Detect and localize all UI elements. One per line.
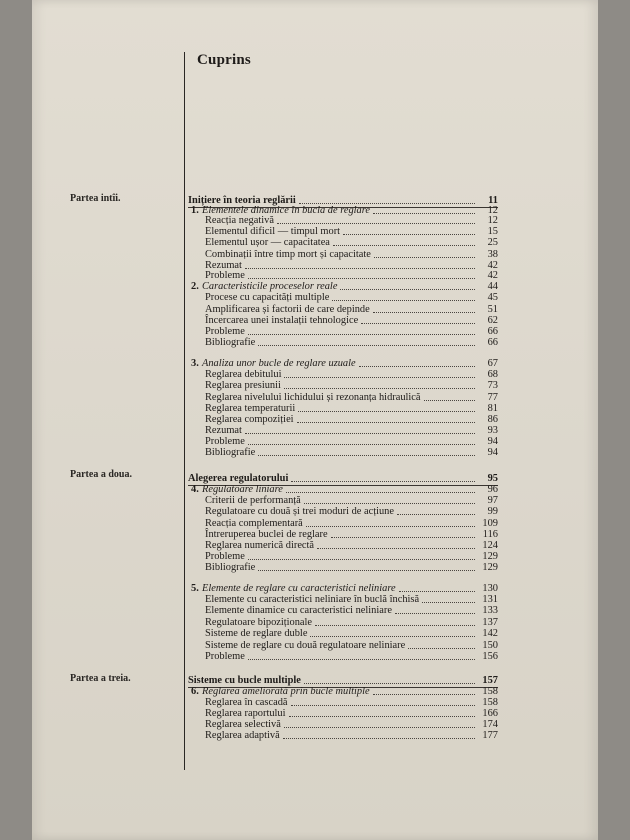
- toc-entry-label: Reglarea ameliorată prin bucle multiple: [202, 686, 370, 697]
- toc-entry: [205, 337, 498, 348]
- toc-entry-label: Elemente de reglare cu caracteristici neliniare: [202, 583, 396, 594]
- toc-entry-page: 166: [482, 708, 498, 719]
- toc-entry-label: Elementul ușor — capacitatea: [205, 237, 330, 248]
- dot-leader: [291, 480, 475, 482]
- dot-leader: [374, 256, 475, 258]
- toc-entry-label: Sisteme de reglare cu două regulatoare neliniare: [205, 640, 406, 651]
- toc-entry-label: Reglarea presiunii: [205, 380, 281, 391]
- toc-entry-page: 130: [482, 583, 498, 594]
- toc-entry: [191, 281, 498, 292]
- toc-entry: [205, 518, 498, 529]
- toc-entry: [205, 226, 498, 237]
- dot-leader: [333, 244, 475, 246]
- page-title: Cuprins: [197, 52, 251, 68]
- toc-entry-label: Criterii de performanță: [205, 495, 301, 506]
- chapter-number: 2.: [191, 281, 199, 292]
- toc-entry-label: Încercarea unei instalații tehnologice: [205, 315, 359, 326]
- dot-leader: [340, 288, 475, 290]
- toc-entry-page: 124: [482, 540, 498, 551]
- toc-entry-page: 109: [482, 518, 498, 529]
- chapter-number: 1.: [191, 205, 199, 216]
- chapter-number: 5.: [191, 583, 199, 594]
- toc-entry: [191, 484, 498, 495]
- toc-entry-label: Reglarea numerică directă: [205, 540, 315, 551]
- toc-entry-page: 42: [487, 270, 498, 281]
- toc-entry-label: Regulatoare liniare: [202, 484, 283, 495]
- toc-entry: [205, 697, 498, 708]
- toc-entry: [205, 326, 498, 337]
- chapter-number: 4.: [191, 484, 199, 495]
- toc-entry-page: 99: [487, 506, 498, 517]
- dot-leader: [284, 376, 475, 378]
- toc-entry-label: Sisteme cu bucle multiple: [188, 675, 301, 686]
- dot-leader: [424, 399, 475, 401]
- toc-entry: [205, 304, 498, 315]
- toc-entry-page: 97: [487, 495, 498, 506]
- dot-leader: [248, 333, 475, 335]
- toc-entry: [205, 651, 498, 662]
- part-label: Partea a doua.: [70, 469, 132, 480]
- toc-entry-page: 94: [487, 447, 498, 458]
- dot-leader: [248, 443, 475, 445]
- dot-leader: [373, 693, 475, 695]
- toc-entry-label: Inițiere în teoria reglării: [188, 195, 296, 206]
- dot-leader: [395, 612, 475, 614]
- toc-entry: [205, 369, 498, 380]
- toc-entry: [205, 249, 498, 260]
- toc-entry-page: 66: [487, 337, 498, 348]
- toc-entry-label: Procese cu capacități multiple: [205, 292, 330, 303]
- toc-entry-label: Reglarea temperaturii: [205, 403, 296, 414]
- toc-entry-label: Reglarea nivelului lichidului și rezonanța hidraulică: [205, 392, 421, 403]
- toc-entry: [205, 495, 498, 506]
- dot-leader: [258, 344, 475, 346]
- dot-leader: [248, 277, 475, 279]
- toc-entry: [205, 436, 498, 447]
- toc-entry-page: 150: [482, 640, 498, 651]
- dot-leader: [284, 387, 475, 389]
- toc-entry-page: 116: [482, 529, 498, 540]
- toc-entry-page: 131: [482, 594, 498, 605]
- dot-leader: [245, 432, 475, 434]
- toc-entry-label: Sisteme de reglare duble: [205, 628, 308, 639]
- toc-entry-label: Reglarea debitului: [205, 369, 282, 380]
- dot-leader: [248, 558, 475, 560]
- vertical-rule: [184, 52, 185, 770]
- toc-entry: [205, 392, 498, 403]
- chapter-number: 3.: [191, 358, 199, 369]
- dot-leader: [399, 590, 475, 592]
- toc-entry: [205, 617, 498, 628]
- toc-entry-label: Reglarea raportului: [205, 708, 286, 719]
- toc-entry-page: 94: [487, 436, 498, 447]
- toc-entry-page: 81: [487, 403, 498, 414]
- toc-entry-label: Bibliografie: [205, 337, 256, 348]
- dot-leader: [286, 491, 475, 493]
- toc-entry-page: 96: [487, 484, 498, 495]
- toc-entry-label: Reglarea compoziției: [205, 414, 294, 425]
- toc-entry: [205, 529, 498, 540]
- dot-leader: [331, 536, 475, 538]
- toc-entry: [205, 237, 498, 248]
- toc-entry-page: 129: [482, 551, 498, 562]
- toc-entry: [205, 215, 498, 226]
- dot-leader: [291, 704, 476, 706]
- toc-entry: [205, 540, 498, 551]
- toc-entry-label: Elementele dinamice în bucla de reglare: [202, 205, 371, 216]
- toc-entry-page: 95: [487, 473, 498, 484]
- toc-entry-label: Regulatoare cu două și trei moduri de acțiune: [205, 506, 394, 517]
- toc-entry-page: 156: [482, 651, 498, 662]
- toc-entry: [205, 628, 498, 639]
- toc-entry-page: 177: [482, 730, 498, 741]
- dot-leader: [284, 726, 475, 728]
- toc-entry-page: 15: [487, 226, 498, 237]
- toc-entry-page: 158: [482, 697, 498, 708]
- dot-leader: [248, 658, 475, 660]
- dot-leader: [408, 647, 475, 649]
- toc-entry-page: 25: [487, 237, 498, 248]
- toc-entry-label: Alegerea regulatorului: [188, 473, 289, 484]
- toc-entry-label: Reacția complementară: [205, 518, 303, 529]
- dot-leader: [361, 322, 475, 324]
- dot-leader: [373, 311, 475, 313]
- toc-entry-page: 133: [482, 605, 498, 616]
- toc-entry: [205, 270, 498, 281]
- toc-entry-label: Regulatoare bipoziționale: [205, 617, 313, 628]
- toc-entry-page: 66: [487, 326, 498, 337]
- dot-leader: [258, 569, 475, 571]
- toc-entry-page: 129: [482, 562, 498, 573]
- toc-entry-page: 44: [487, 281, 498, 292]
- dot-leader: [298, 410, 475, 412]
- toc-entry-label: Elemente cu caracteristici neliniare în buclă închisă: [205, 594, 420, 605]
- toc-entry-page: 137: [482, 617, 498, 628]
- toc-entry: [191, 358, 498, 369]
- dot-leader: [422, 601, 475, 603]
- toc-entry-label: Probleme: [205, 326, 245, 337]
- toc-entry-label: Reacția negativă: [205, 215, 274, 226]
- toc-entry-page: 12: [487, 205, 498, 216]
- toc-entry: [205, 640, 498, 651]
- toc-entry-page: 157: [482, 675, 498, 686]
- toc-entry-page: 174: [482, 719, 498, 730]
- toc-entry: [205, 551, 498, 562]
- toc-entry-page: 45: [487, 292, 498, 303]
- toc-entry: [205, 730, 498, 741]
- toc-entry-page: 38: [487, 249, 498, 260]
- toc-entry: [191, 686, 498, 697]
- toc-entry-page: 158: [482, 686, 498, 697]
- dot-leader: [277, 222, 475, 224]
- toc-entry: [205, 719, 498, 730]
- dot-leader: [299, 202, 475, 204]
- toc-entry-label: Probleme: [205, 270, 245, 281]
- toc-entry: [205, 447, 498, 458]
- part-label: Partea a treia.: [70, 673, 131, 684]
- toc-entry-page: 51: [487, 304, 498, 315]
- dot-leader: [359, 365, 475, 367]
- toc-entry: [205, 380, 498, 391]
- toc-entry-page: 12: [487, 215, 498, 226]
- toc-entry-page: 77: [487, 392, 498, 403]
- toc-entry: [205, 594, 498, 605]
- toc-entry-page: 142: [482, 628, 498, 639]
- toc-entry: [205, 506, 498, 517]
- toc-entry-label: Analiza unor bucle de reglare uzuale: [202, 358, 356, 369]
- toc-entry: [205, 708, 498, 719]
- toc-entry-label: Elementul dificil — timpul mort: [205, 226, 341, 237]
- dot-leader: [373, 212, 475, 214]
- toc-entry-label: Bibliografie: [205, 562, 256, 573]
- toc-entry-label: Probleme: [205, 436, 245, 447]
- toc-entry-label: Reglarea selectivă: [205, 719, 281, 730]
- toc-entry-label: Reglarea adaptivă: [205, 730, 280, 741]
- chapter-number: 6.: [191, 686, 199, 697]
- toc-entry-label: Rezumat: [205, 425, 242, 436]
- dot-leader: [397, 513, 475, 515]
- toc-entry: [205, 605, 498, 616]
- toc-entry-label: Amplificarea și factorii de care depinde: [205, 304, 370, 315]
- dot-leader: [310, 635, 475, 637]
- toc-entry-label: Combinații între timp mort și capacitate: [205, 249, 371, 260]
- part-label: Partea intîi.: [70, 193, 121, 204]
- toc-entry-page: 73: [487, 380, 498, 391]
- toc-entry-page: 86: [487, 414, 498, 425]
- toc-entry-label: Bibliografie: [205, 447, 256, 458]
- toc-entry-label: Reglarea în cascadă: [205, 697, 288, 708]
- toc-entry-page: 11: [488, 195, 498, 206]
- dot-leader: [297, 421, 475, 423]
- toc-entry-label: Probleme: [205, 651, 245, 662]
- dot-leader: [306, 525, 475, 527]
- dot-leader: [245, 267, 475, 269]
- toc-entry-page: 93: [487, 425, 498, 436]
- toc-entry: [188, 473, 498, 484]
- toc-entry: [191, 583, 498, 594]
- dot-leader: [304, 682, 475, 684]
- dot-leader: [332, 299, 475, 301]
- dot-leader: [304, 502, 475, 504]
- toc-entry: [205, 403, 498, 414]
- toc-entry: [205, 292, 498, 303]
- toc-entry-label: Probleme: [205, 551, 245, 562]
- toc-entry: [205, 425, 498, 436]
- toc-entry: [188, 675, 498, 686]
- toc-entry-page: 62: [487, 315, 498, 326]
- toc-entry: [205, 562, 498, 573]
- toc-entry-label: Caracteristicile proceselor reale: [202, 281, 338, 292]
- toc-entry-label: Rezumat: [205, 260, 242, 271]
- toc-entry-label: Întreruperea buclei de reglare: [205, 529, 328, 540]
- toc-entry: [205, 414, 498, 425]
- dot-leader: [315, 624, 475, 626]
- toc-entry: [205, 315, 498, 326]
- toc-entry-page: 68: [487, 369, 498, 380]
- toc-entry-label: Elemente dinamice cu caracteristici neliniare: [205, 605, 392, 616]
- dot-leader: [258, 454, 475, 456]
- dot-leader: [317, 547, 475, 549]
- toc-entry-page: 67: [487, 358, 498, 369]
- dot-leader: [289, 715, 476, 717]
- dot-leader: [343, 233, 475, 235]
- toc-entry-page: 42: [487, 260, 498, 271]
- dot-leader: [283, 737, 475, 739]
